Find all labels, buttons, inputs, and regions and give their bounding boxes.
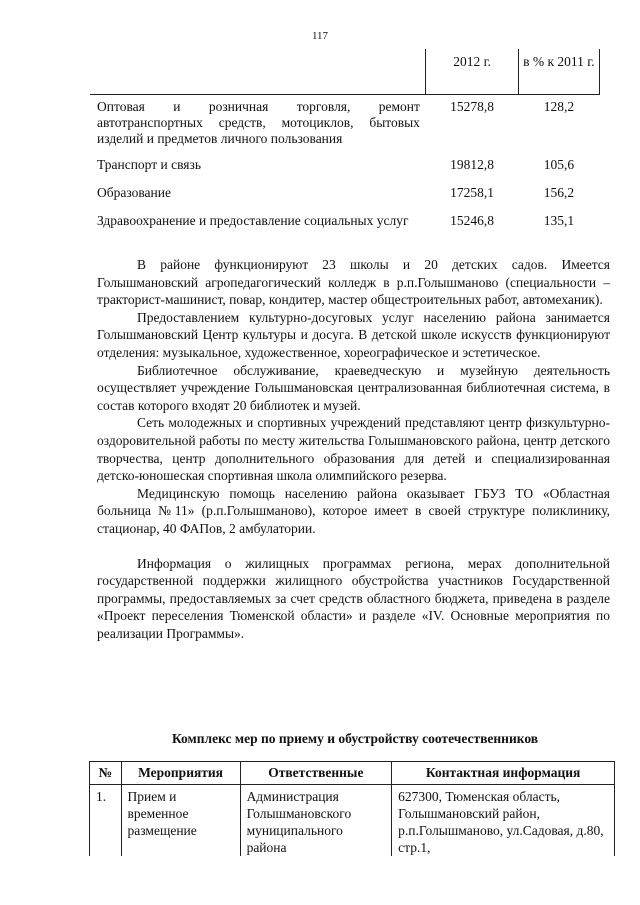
paragraph-housing: Информация о жилищных программах региона, мерах дополнительной государственной поддержки жилищного обустройства участников Государственной программы, предоставляемых за счет средств областного бюджета, приведена в разделе «Проект переселения Тюменской области» и разделе «IV. Основные мероприятия по реализации Программы». (97, 555, 610, 641)
stats-row-value: 15278,8 (450, 99, 495, 114)
paragraph-schools: В районе функционируют 23 школы и 20 детских садов. Имеется Голышмановский агропедагогический колледж в р.п.Голышманово (специальности – тракторист-машинист, повар, кондитер, мастер общестроительных работ, автомеханик). (97, 257, 610, 308)
stats-row-value: 17258,1 (450, 185, 495, 200)
table-row (90, 153, 600, 181)
table-row (90, 785, 615, 857)
stats-row-value: 19812,8 (450, 157, 495, 172)
stats-row-percent: 105,6 (543, 157, 575, 172)
measures-table (89, 761, 615, 856)
measures-row-number: 1. (90, 785, 122, 857)
section-title: Комплекс мер по приему и обустройству соотечественников (171, 731, 539, 746)
stats-header-label (90, 49, 426, 95)
measures-header-responsible: Ответственные (240, 762, 392, 785)
paragraph-medicine: Медицинскую помощь населению района оказывает ГБУЗ ТО «Областная больница №11» (р.п.Голышманово), которое имеет в своей структуре поликлинику, стационар, 40 ФАПов, 2 амбулатории. (97, 485, 610, 536)
measures-row-responsible: Администрация Голышмановского муниципального района (240, 785, 392, 857)
stats-row-percent: 156,2 (543, 185, 575, 200)
paragraph-culture: Предоставлением культурно-досуговых услуг населению района занимается Голышмановский Центр культуры и досуга. В детской школе искусств функционируют отделения: музыкальное, художественное, хореографическое и эстетическое. (97, 309, 610, 360)
measures-row-measure: Прием и временное размещение (121, 785, 240, 857)
stats-row-label: Транспорт и связь (97, 157, 201, 172)
stats-row-percent: 128,2 (543, 99, 575, 114)
body-text (97, 256, 610, 642)
stats-row-label: Оптовая и розничная торговля, ремонт автотранспортных средств, мотоциклов, бытовых изделий и предметов личного пользования (97, 99, 420, 146)
stats-row-label: Здравоохранение и предоставление социальных услуг (97, 213, 409, 228)
measures-row-contact: 627300, Тюменская область, Голышмановский район, р.п.Голышманово, ул.Садовая, д.80, стр.1, (392, 785, 615, 857)
page-number: 117 (311, 30, 329, 42)
statistics-table (90, 49, 600, 229)
measures-header-measure: Мероприятия (121, 762, 240, 785)
measures-header-contact: Контактная информация (392, 762, 615, 785)
stats-header-percent: в % к 2011 г. (518, 49, 599, 95)
measures-table-header (90, 762, 615, 785)
statistics-table-header (90, 49, 600, 95)
measures-header-number: № (90, 762, 122, 785)
paragraph-libraries: Библиотечное обслуживание, краеведческую и музейную деятельность осуществляет учреждение Голышмановская централизованная библиотечная система, в состав которого входят 20 библиотек и музей. (97, 362, 610, 413)
stats-row-value: 15246,8 (450, 213, 495, 228)
stats-row-percent: 135,1 (543, 213, 575, 228)
stats-row-label: Образование (97, 185, 171, 200)
table-row (90, 181, 600, 209)
paragraph-sports: Сеть молодежных и спортивных учреждений представляют центр физкультурно-оздоровительной работы по месту жительства Голышмановского района, центр детского творчества, центр дополнительного образования для детей и специализированная детско-юношеская спортивная школа олимпийского резерва. (97, 415, 610, 484)
stats-header-year: 2012 г. (426, 49, 518, 95)
table-row (90, 209, 600, 229)
table-row (90, 95, 600, 154)
